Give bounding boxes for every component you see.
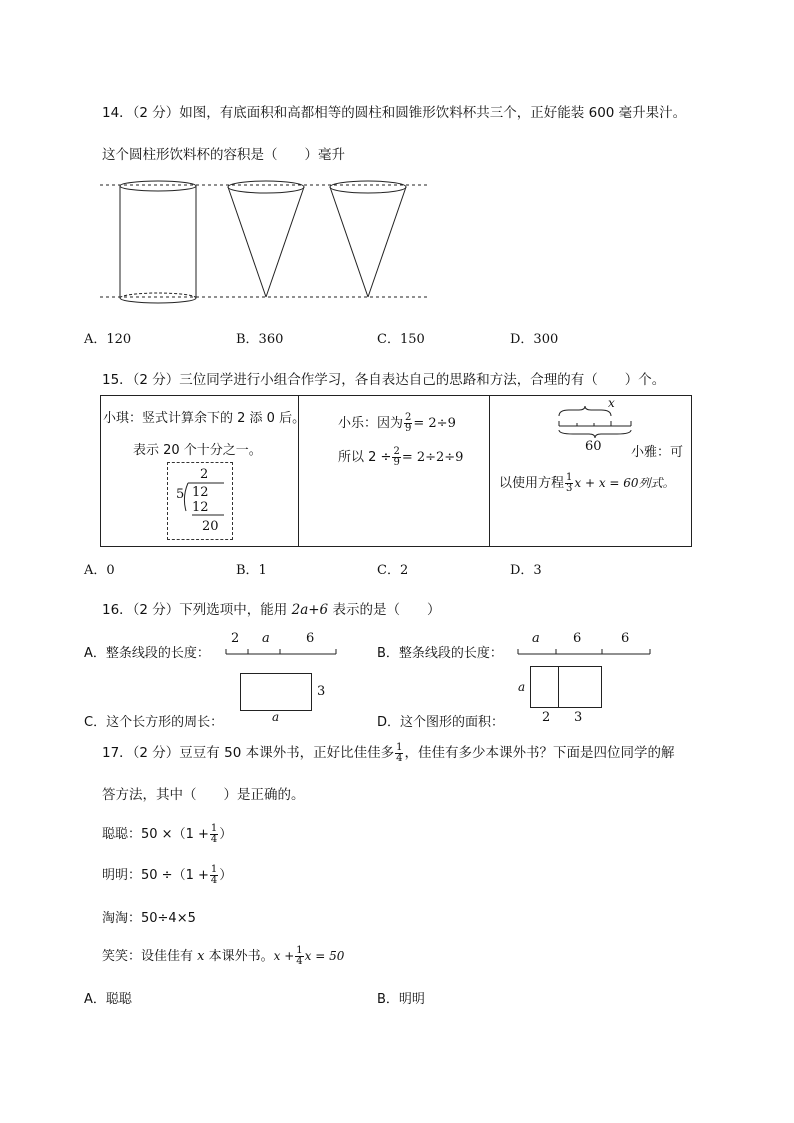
ya-equation: x + x = 60列式。	[574, 476, 675, 490]
q16-b-seg-a: a	[532, 631, 540, 646]
q17-ming	[102, 864, 232, 886]
ya-60-label: 60	[585, 439, 602, 454]
q16-d-b1: 2	[542, 710, 551, 725]
q17-xiao	[102, 945, 344, 967]
q16-c-bottom: a	[272, 710, 280, 724]
xiao-text-a: 笑笑：设佳佳有	[102, 949, 198, 964]
q15-cell-le	[298, 396, 490, 546]
q14-option-a[interactable]: A．120	[84, 332, 132, 347]
cong-expr-a: 聪聪：50 ×（1 +	[102, 827, 209, 842]
ya-text2	[499, 472, 675, 494]
q17-stem-line2: 答方法，其中（ ）是正确的。	[102, 787, 305, 803]
q17-stem-line1	[102, 741, 674, 764]
q16-stem	[102, 598, 440, 618]
le-line2	[338, 446, 463, 468]
q17-cong	[102, 823, 232, 845]
le-line1	[338, 412, 456, 434]
qi-line2: 表示 20 个十分之一。	[133, 443, 262, 458]
q15-stem: 15．（2 分）三位同学进行小组合作学习，各自表达自己的思路和方法，合理的有（ ）个。	[102, 372, 666, 388]
q17-option-b[interactable]: B．明明	[377, 992, 425, 1007]
ya-text2-prefix: 以使用方程	[499, 476, 565, 491]
div-quotient: 2	[200, 467, 209, 482]
q14-cup-figure	[95, 175, 435, 307]
q16-stem-a: 16．（2 分）下列选项中，能用	[102, 602, 292, 618]
q16-b-seg-6b: 6	[621, 631, 630, 646]
q16-d-b2: 3	[574, 710, 583, 725]
q14-stem-line1: 14．（2 分）如图，有底面积和高都相等的圆柱和圆锥形饮料杯共三个，正好能装 600 毫升果汁。	[102, 105, 687, 121]
q16-option-c[interactable]: C．这个长方形的周长：	[84, 715, 224, 730]
xiao-fraction: $\frac{1}{4}$	[296, 945, 303, 967]
q17-line1a: 17．（2 分）豆豆有 50 本课外书，正好比佳佳多	[102, 745, 395, 761]
q15-option-b[interactable]: B．1	[236, 563, 267, 578]
cong-expr-b: ）	[219, 827, 233, 842]
q15-cell-ya	[489, 396, 691, 546]
xiao-eq-a: x +	[273, 949, 295, 963]
ya-fraction: $\frac{1}{3}$	[566, 472, 573, 494]
q16-stem-b: 表示的是（ ）	[328, 602, 441, 618]
cone-cup-2	[330, 181, 406, 297]
cong-fraction: $\frac{1}{4}$	[210, 823, 218, 845]
ming-fraction: $\frac{1}{4}$	[210, 864, 218, 886]
q16-expression: 2a+6	[291, 602, 329, 618]
q16-option-d[interactable]: D．这个图形的面积：	[377, 715, 505, 730]
q16-a-seg-2: 2	[231, 631, 240, 646]
ya-segment-diagram	[549, 398, 639, 442]
q15-cell-qi	[101, 396, 306, 546]
cone-cup-1	[228, 181, 304, 297]
q14-option-c[interactable]: C．150	[377, 332, 425, 347]
q16-c-rectangle	[240, 673, 312, 711]
q16-d-figure	[530, 666, 602, 708]
qi-line1: 小琪：竖式计算余下的 2 添 0 后。	[103, 411, 306, 426]
ya-x-label: x	[608, 396, 615, 410]
q15-table	[100, 395, 692, 547]
q16-d-divider	[558, 667, 559, 707]
q16-a-seg-a: a	[262, 631, 270, 646]
q17-option-a[interactable]: A．聪聪	[84, 992, 132, 1007]
le-eq1: = 2÷9	[413, 416, 456, 431]
q17-fraction: $\frac{1}{4}$	[396, 741, 403, 764]
q15-option-a[interactable]: A．0	[84, 563, 115, 578]
xiao-eq-b: x = 50	[304, 949, 345, 963]
le-prefix: 小乐：因为	[338, 416, 404, 431]
div-subtract: 12	[192, 500, 209, 515]
ya-text1: 小雅：可	[631, 445, 684, 460]
le-eq2: = 2÷2÷9	[401, 450, 464, 465]
ming-expr-a: 明明：50 ÷（1 +	[102, 868, 209, 883]
q17-taotao: 淘淘：50÷4×5	[102, 911, 196, 926]
q16-option-b[interactable]: B．整条线段的长度：	[377, 646, 503, 661]
q16-option-a[interactable]: A．整条线段的长度：	[84, 646, 210, 661]
q17-line1b: ，佳佳有多少本课外书？下面是四位同学的解	[404, 745, 675, 761]
q15-option-c[interactable]: C．2	[377, 563, 409, 578]
q16-d-left: a	[518, 680, 526, 694]
q16-option-a-segment	[224, 634, 340, 660]
q15-option-d[interactable]: D．3	[510, 563, 542, 578]
div-dividend: 12	[192, 485, 209, 500]
long-division-box	[167, 462, 233, 540]
q14-option-b[interactable]: B．360	[236, 332, 284, 347]
q16-a-seg-6: 6	[306, 631, 315, 646]
q16-b-seg-6a: 6	[573, 631, 582, 646]
div-divisor: 5	[176, 487, 185, 502]
le-fraction-1: $\frac{2}{9}$	[405, 412, 412, 434]
le-prefix2: 所以 2 ÷	[338, 450, 392, 465]
le-fraction-2: $\frac{2}{9}$	[393, 446, 400, 468]
cylinder-cup	[120, 181, 196, 303]
q16-c-side: 3	[317, 684, 326, 699]
xiao-text-b: 本课外书。	[204, 949, 274, 964]
div-remainder: 20	[202, 519, 219, 534]
xiao-x: x	[197, 949, 205, 964]
q14-stem-line2: 这个圆柱形饮料杯的容积是（ ）毫升	[102, 147, 345, 163]
q14-option-d[interactable]: D．300	[510, 332, 559, 347]
ming-expr-b: ）	[219, 868, 233, 883]
